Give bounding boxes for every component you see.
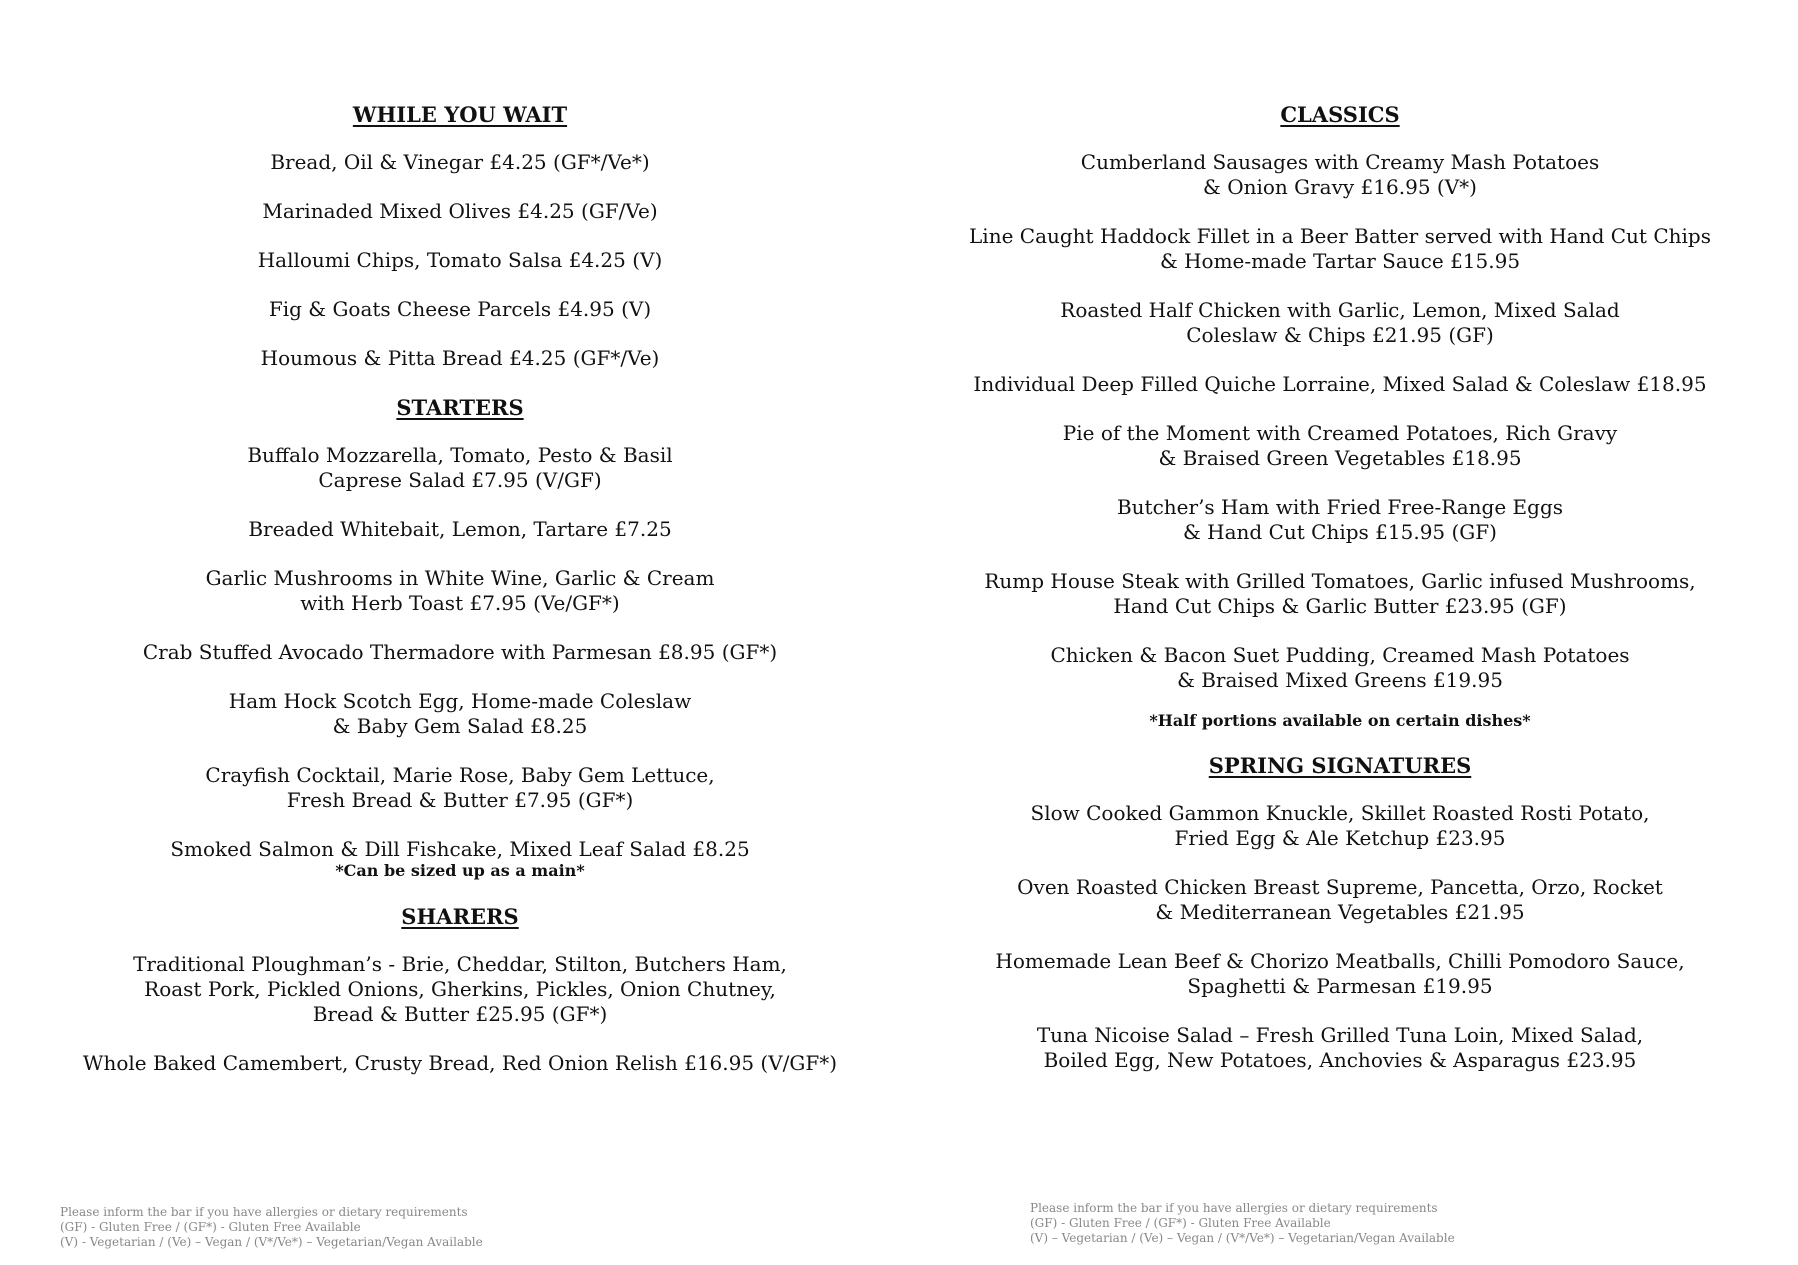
menu-item	[70, 517, 850, 542]
menu-item	[70, 248, 850, 273]
starters-heading: STARTERS	[396, 395, 524, 420]
starters-list	[70, 443, 850, 880]
item-line: & Hand Cut Chips £15.95 (GF)	[1183, 520, 1497, 544]
item-line: Smoked Salmon & Dill Fishcake, Mixed Leaf Salad £8.25	[170, 837, 750, 861]
item-line: Rump House Steak with Grilled Tomatoes, Garlic infused Mushrooms,	[984, 569, 1696, 593]
item-line: Roasted Half Chicken with Garlic, Lemon, Mixed Salad	[1060, 298, 1620, 322]
menu-item	[960, 372, 1720, 397]
item-line: Hand Cut Chips & Garlic Butter £23.95 (GF)	[1113, 594, 1567, 618]
item-line: Fried Egg & Ale Ketchup £23.95	[1174, 826, 1506, 850]
item-line: Coleslaw & Chips £21.95 (GF)	[1186, 323, 1494, 347]
menu-item	[70, 1051, 850, 1076]
menu-item	[70, 763, 850, 813]
menu-item	[70, 443, 850, 493]
menu-item	[70, 640, 850, 665]
footer-line: Please inform the bar if you have allergies or dietary requirements	[60, 1205, 468, 1219]
classics-list	[960, 150, 1720, 693]
footer-line: (GF) - Gluten Free / (GF*) - Gluten Free Available	[1030, 1216, 1331, 1230]
item-line: Crayfish Cocktail, Marie Rose, Baby Gem Lettuce,	[205, 763, 715, 787]
item-line: Bread & Butter £25.95 (GF*)	[312, 1002, 608, 1026]
item-line: Fresh Bread & Butter £7.95 (GF*)	[286, 788, 634, 812]
item-line: Line Caught Haddock Fillet in a Beer Batter served with Hand Cut Chips	[969, 224, 1711, 248]
right-menu-column	[960, 102, 1720, 1097]
allergy-footer-right	[1030, 1201, 1455, 1246]
item-line: Bread, Oil & Vinegar £4.25 (GF*/Ve*)	[270, 150, 650, 174]
footer-line: (V) - Vegetarian / (Ve) – Vegan / (V*/Ve*) – Vegetarian/Vegan Available	[60, 1235, 483, 1249]
while-you-wait-heading: WHILE YOU WAIT	[352, 102, 568, 127]
item-line: with Herb Toast £7.95 (Ve/GF*)	[300, 591, 620, 615]
item-line: Marinaded Mixed Olives £4.25 (GF/Ve)	[262, 199, 658, 223]
menu-item	[960, 569, 1720, 619]
menu-item	[960, 643, 1720, 693]
item-line: Boiled Egg, New Potatoes, Anchovies & Asparagus £23.95	[1043, 1048, 1637, 1072]
item-line: & Onion Gravy £16.95 (V*)	[1203, 175, 1477, 199]
item-line: Crab Stuffed Avocado Thermadore with Parmesan £8.95 (GF*)	[142, 640, 778, 664]
item-line: Individual Deep Filled Quiche Lorraine, Mixed Salad & Coleslaw £18.95	[973, 372, 1707, 396]
sharers-list	[70, 952, 850, 1076]
item-line: Butcher’s Ham with Fried Free-Range Eggs	[1116, 495, 1564, 519]
menu-item	[70, 346, 850, 371]
classics-heading: CLASSICS	[1280, 102, 1400, 127]
menu-item	[70, 952, 850, 1027]
left-menu-column	[70, 102, 850, 1100]
item-line: & Braised Green Vegetables £18.95	[1158, 446, 1522, 470]
item-line: Whole Baked Camembert, Crusty Bread, Red Onion Relish £16.95 (V/GF*)	[82, 1051, 838, 1075]
item-line: Caprese Salad £7.95 (V/GF)	[318, 468, 602, 492]
item-line: Chicken & Bacon Suet Pudding, Creamed Mash Potatoes	[1050, 643, 1630, 667]
allergy-footer-left	[60, 1205, 483, 1250]
menu-item	[70, 297, 850, 322]
menu-item	[960, 875, 1720, 925]
menu-item	[960, 1023, 1720, 1073]
menu-item	[960, 949, 1720, 999]
menu-item	[960, 298, 1720, 348]
menu-item	[70, 689, 850, 739]
menu-item	[960, 801, 1720, 851]
menu-item	[960, 421, 1720, 471]
menu-item	[70, 150, 850, 175]
item-line: Fig & Goats Cheese Parcels £4.95 (V)	[268, 297, 652, 321]
menu-item	[70, 837, 850, 880]
menu-item	[960, 224, 1720, 274]
item-line: Oven Roasted Chicken Breast Supreme, Pancetta, Orzo, Rocket	[1017, 875, 1663, 899]
item-line: Ham Hock Scotch Egg, Home-made Coleslaw	[228, 689, 692, 713]
item-line: & Home-made Tartar Sauce £15.95	[1159, 249, 1521, 273]
item-line: Breaded Whitebait, Lemon, Tartare £7.25	[248, 517, 672, 541]
item-line: & Mediterranean Vegetables £21.95	[1155, 900, 1525, 924]
item-line: Spaghetti & Parmesan £19.95	[1187, 974, 1493, 998]
item-line: Roast Pork, Pickled Onions, Gherkins, Pickles, Onion Chutney,	[144, 977, 776, 1001]
item-line: Houmous & Pitta Bread £4.25 (GF*/Ve)	[260, 346, 660, 370]
sharers-heading: SHARERS	[401, 904, 519, 929]
item-line: Homemade Lean Beef & Chorizo Meatballs, Chilli Pomodoro Sauce,	[995, 949, 1685, 973]
menu-item	[70, 566, 850, 616]
item-line: Cumberland Sausages with Creamy Mash Potatoes	[1080, 150, 1600, 174]
item-line: Halloumi Chips, Tomato Salsa £4.25 (V)	[257, 248, 663, 272]
item-line: Pie of the Moment with Creamed Potatoes, Rich Gravy	[1062, 421, 1618, 445]
menu-item	[960, 150, 1720, 200]
spring-signatures-list	[960, 801, 1720, 1073]
menu-item	[960, 495, 1720, 545]
while-you-wait-list	[70, 150, 850, 371]
half-portions-note: *Half portions available on certain dishes*	[1149, 711, 1531, 730]
footer-line: (V) – Vegetarian / (Ve) – Vegan / (V*/Ve*) – Vegetarian/Vegan Available	[1030, 1231, 1455, 1245]
item-line: Garlic Mushrooms in White Wine, Garlic & Cream	[205, 566, 715, 590]
size-up-note: *Can be sized up as a main*	[335, 861, 585, 880]
item-line: Traditional Ploughman’s - Brie, Cheddar, Stilton, Butchers Ham,	[133, 952, 787, 976]
item-line: Tuna Nicoise Salad – Fresh Grilled Tuna Loin, Mixed Salad,	[1036, 1023, 1644, 1047]
spring-signatures-heading: SPRING SIGNATURES	[1208, 753, 1472, 778]
item-line: & Baby Gem Salad £8.25	[332, 714, 588, 738]
footer-line: Please inform the bar if you have allergies or dietary requirements	[1030, 1201, 1438, 1215]
item-line: & Braised Mixed Greens £19.95	[1177, 668, 1503, 692]
footer-line: (GF) - Gluten Free / (GF*) - Gluten Free Available	[60, 1220, 361, 1234]
item-line: Slow Cooked Gammon Knuckle, Skillet Roasted Rosti Potato,	[1030, 801, 1650, 825]
item-line: Buffalo Mozzarella, Tomato, Pesto & Basil	[247, 443, 673, 467]
menu-item	[70, 199, 850, 224]
